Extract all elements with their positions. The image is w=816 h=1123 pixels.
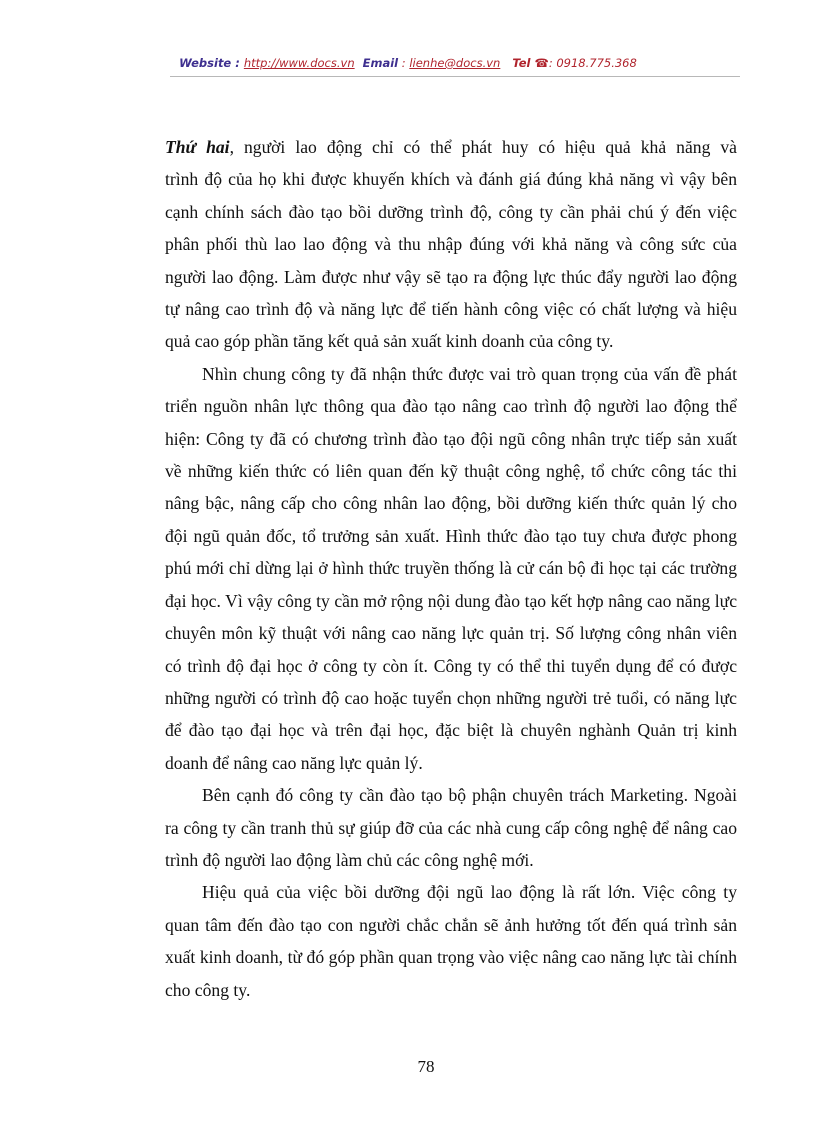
- text-line: đại học. Vì vậy công ty cần mở rộng nội dung đào tạo kết hợp nâng cao năng lực: [165, 590, 737, 611]
- text-line: trình độ của họ khi được khuyến khích và đánh giá đúng khả năng vì vậy bên: [165, 169, 737, 190]
- text-line: tự nâng cao trình độ và năng lực để tiến hành công việc có chất lượng và hiệu: [165, 299, 737, 320]
- text-line: nâng bậc, nâng cấp cho công nhân lao động, bồi dưỡng kiến thức quản lý cho: [165, 493, 737, 514]
- text-line: quả cao góp phần tăng kết quả sản xuất kinh doanh của công ty.: [165, 331, 614, 352]
- page-number: 78: [417, 1057, 435, 1076]
- document-body: [165, 131, 737, 1006]
- website-label: Website :: [179, 56, 244, 70]
- text-line: Thứ hai, người lao động chỉ có thể phát huy có hiệu quả khả năng và: [165, 137, 737, 157]
- text-line: ra công ty cần tranh thủ sự giúp đỡ của các nhà cung cấp công nghệ để nâng cao: [165, 817, 737, 838]
- text-line: phú mới chỉ dừng lại ở hình thức truyền thống là cử cán bộ đi học tại các trường: [165, 558, 737, 579]
- text-line: những người có trình độ cao hoặc tuyển chọn những người trẻ tuổi, có năng lực: [165, 687, 737, 708]
- text-line: quan tâm đến đào tạo con người chắc chắn sẽ ảnh hưởng tốt đến quá trình sản: [165, 914, 737, 935]
- page-header: [0, 56, 816, 70]
- text-line: đội ngũ quản đốc, tổ trưởng sản xuất. Hình thức đào tạo tuy chưa được phong: [165, 525, 737, 546]
- text-line: để đào tạo đại học và trên đại học, đặc biệt là chuyên nghành Quản trị kinh: [165, 720, 737, 741]
- lead-word: Thứ hai: [165, 137, 230, 157]
- tel-label: Tel: [512, 56, 531, 70]
- phone-icon: ☎: [534, 56, 549, 70]
- text-line: chuyên môn kỹ thuật với nâng cao năng lực quản trị. Số lượng công nhân viên: [165, 623, 737, 644]
- text-line: xuất kinh doanh, từ đó góp phần quan trọng vào việc nâng cao năng lực tài chính: [165, 947, 737, 968]
- text-line: hiện: Công ty đã có chương trình đào tạo đội ngũ công nhân trực tiếp sản xuất: [165, 428, 737, 449]
- phone-number: : 0918.775.368: [548, 56, 637, 70]
- text-line: doanh để nâng cao năng lực quản lý.: [165, 752, 423, 773]
- email-link[interactable]: lienhe@docs.vn: [409, 56, 501, 70]
- website-link[interactable]: http://www.docs.vn: [243, 56, 355, 70]
- text-line: Nhìn chung công ty đã nhận thức được vai trò quan trọng của vấn đề phát: [202, 363, 737, 384]
- text-line: về những kiến thức có liên quan đến kỹ thuật công nghệ, tổ chức công tác thi: [165, 461, 737, 482]
- text-line: Hiệu quả của việc bồi dưỡng đội ngũ lao động là rất lớn. Việc công ty: [202, 882, 737, 903]
- text-line: triển nguồn nhân lực thông qua đào tạo nâng cao trình độ người lao động thể: [165, 396, 737, 417]
- text-line: Bên cạnh đó công ty cần đào tạo bộ phận chuyên trách Marketing. Ngoài: [202, 785, 737, 806]
- text-line: cho công ty.: [165, 979, 251, 1000]
- header-divider: [170, 76, 740, 77]
- email-label: Email: [362, 56, 399, 70]
- text-line: trình độ người lao động làm chủ các công nghệ mới.: [165, 849, 534, 870]
- email-separator: :: [398, 56, 410, 70]
- text-line: có trình độ đại học ở công ty còn ít. Công ty có thể thi tuyển dụng để có được: [165, 655, 737, 676]
- text-line: cạnh chính sách đào tạo bồi dưỡng trình độ, công ty cần phải chú ý đến việc: [165, 201, 737, 222]
- text-line: người lao động. Làm được như vậy sẽ tạo ra động lực thúc đẩy người lao động: [165, 266, 737, 287]
- text-line: phân phối thù lao lao động và thu nhập đúng với khả năng và công sức của: [165, 234, 737, 255]
